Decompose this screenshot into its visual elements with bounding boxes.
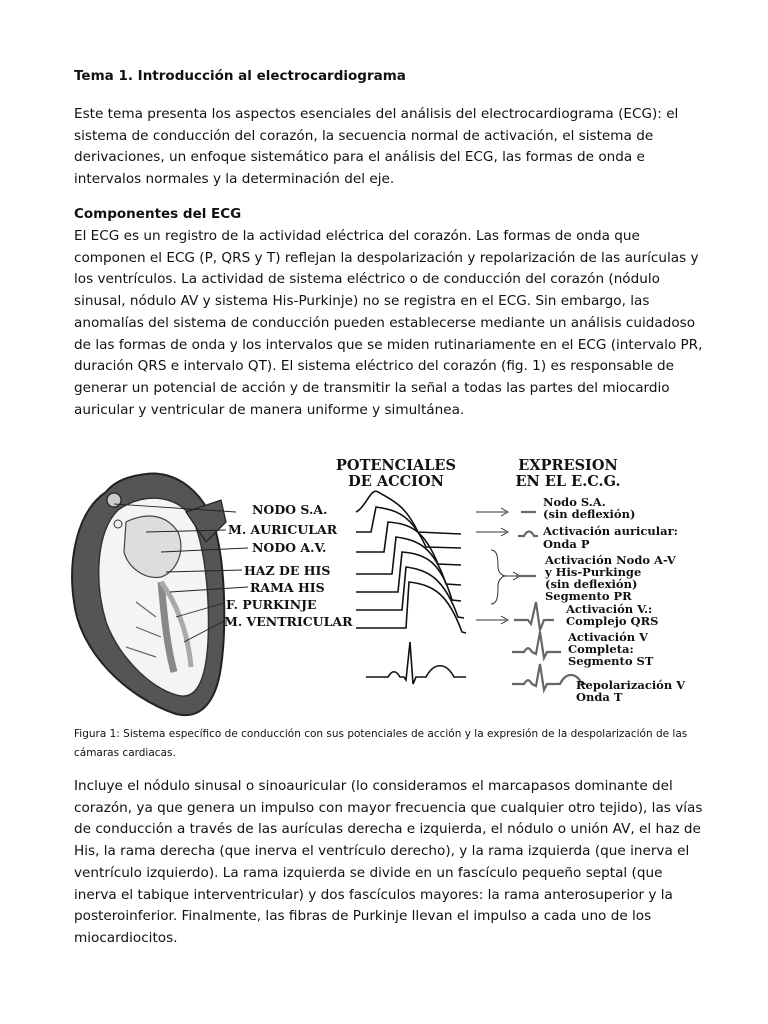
label-nodo-av: NODO A.V. <box>252 540 327 555</box>
ecg-av-line1: Activación Nodo A-V <box>545 553 676 567</box>
header-potenciales: POTENCIALES <box>336 457 456 474</box>
ecg-sa-line1: Nodo S.A. <box>543 495 606 509</box>
ecg-av-line2: y His-Purkinge <box>545 565 642 579</box>
closing-paragraph: Incluye el nódulo sinusal o sinoauricular (lo consideramos el marcapasos dominante del corazón, ya que genera un impulso con mayor frecuencia que cualquier otro tejido), las vías de conducción a través de las aurículas derecha e izquierda, el nódulo o unión AV, el haz de His, la rama derecha (que inerva el ventrículo derecho), y la rama izquierda (que inerva el ventrículo izquierdo). La rama izquierda se divide en un fascículo pequeño septal (que inerva el tabique interventricular) y dos fascículos mayores: la rama anterosuperior y la posteroinferior. Finalmente, las fibras de Purkinje llevan el impulso a cada uno de los miocardiocitos. <box>74 778 703 946</box>
label-m-auricular: M. AURICULAR <box>228 522 338 537</box>
header-expresion: EXPRESION <box>518 457 618 474</box>
ecg-v-line2: Complejo QRS <box>566 614 659 628</box>
label-nodo-sa: NODO S.A. <box>252 502 328 517</box>
ecg-vc-line2: Completa: <box>568 642 634 656</box>
ecg-rep-line1: Repolarización V <box>576 678 686 692</box>
ecg-rep-line2: Onda T <box>576 690 623 704</box>
section-body-paragraph: El ECG es un registro de la actividad eléctrica del corazón. Las formas de onda que componen el ECG (P, QRS y T) reflejan la despolarización y repolarización de las aurículas y los ventrículos. La actividad de sistema eléctrico o de conducción del corazón (nódulo sinusal, nódulo AV y sistema His-Purkinje) no se registra en el ECG. Sin embargo, las anomalías del sistema de conducción pueden establecerse mediante un análisis cuidadoso de las formas de onda y los intervalos que se miden rutinariamente en el ECG (intervalo PR, duración QRS e intervalo QT). El sistema eléctrico del corazón (fig. 1) es responsable de generar un potencial de acción y de transmitir la señal a todas las partes del miocardio auricular y ventricular de manera uniforme y simultánea. <box>74 228 703 418</box>
figure-illustration <box>66 452 706 720</box>
ecg-sa-line2: (sin deflexión) <box>543 507 636 521</box>
section-heading: Componentes del ECG <box>74 206 242 222</box>
ecg-aur-line2: Onda P <box>543 537 590 551</box>
label-m-ventricular: M. VENTRICULAR <box>224 614 353 629</box>
conduction-system-figure <box>66 452 706 720</box>
ecg-aur-line1: Activación auricular: <box>543 524 678 538</box>
intro-paragraph: Este tema presenta los aspectos esenciales del análisis del electrocardiograma (ECG): el sistema de conducción del corazón, la secuencia normal de activación, el sistema de derivaciones, un enfoque sistemático para el análisis del ECG, las formas de onda e intervalos normales y la determinación del eje. <box>74 106 679 188</box>
document-title: Tema 1. Introducción al electrocardiograma <box>74 68 406 84</box>
label-f-purkinje: F. PURKINJE <box>226 597 317 612</box>
header-de-accion: DE ACCION <box>348 473 444 490</box>
figure-caption: Figura 1: Sistema específico de conducción con sus potenciales de acción y la expresión de la despolarización de las cámaras cardiacas. <box>74 728 688 759</box>
ecg-av-line4: Segmento PR <box>545 589 632 603</box>
ecg-vc-line1: Activación V <box>568 630 649 644</box>
ecg-v-line1: Activación V.: <box>566 602 653 616</box>
action-potential-traces <box>356 491 466 684</box>
label-rama-his: RAMA HIS <box>250 580 325 595</box>
label-haz-de-his: HAZ DE HIS <box>244 563 331 578</box>
ecg-vc-line3: Segmento ST <box>568 654 654 668</box>
header-en-el-ecg: EN EL E.C.G. <box>515 473 621 490</box>
ecg-av-line3: (sin deflexión) <box>545 577 638 591</box>
